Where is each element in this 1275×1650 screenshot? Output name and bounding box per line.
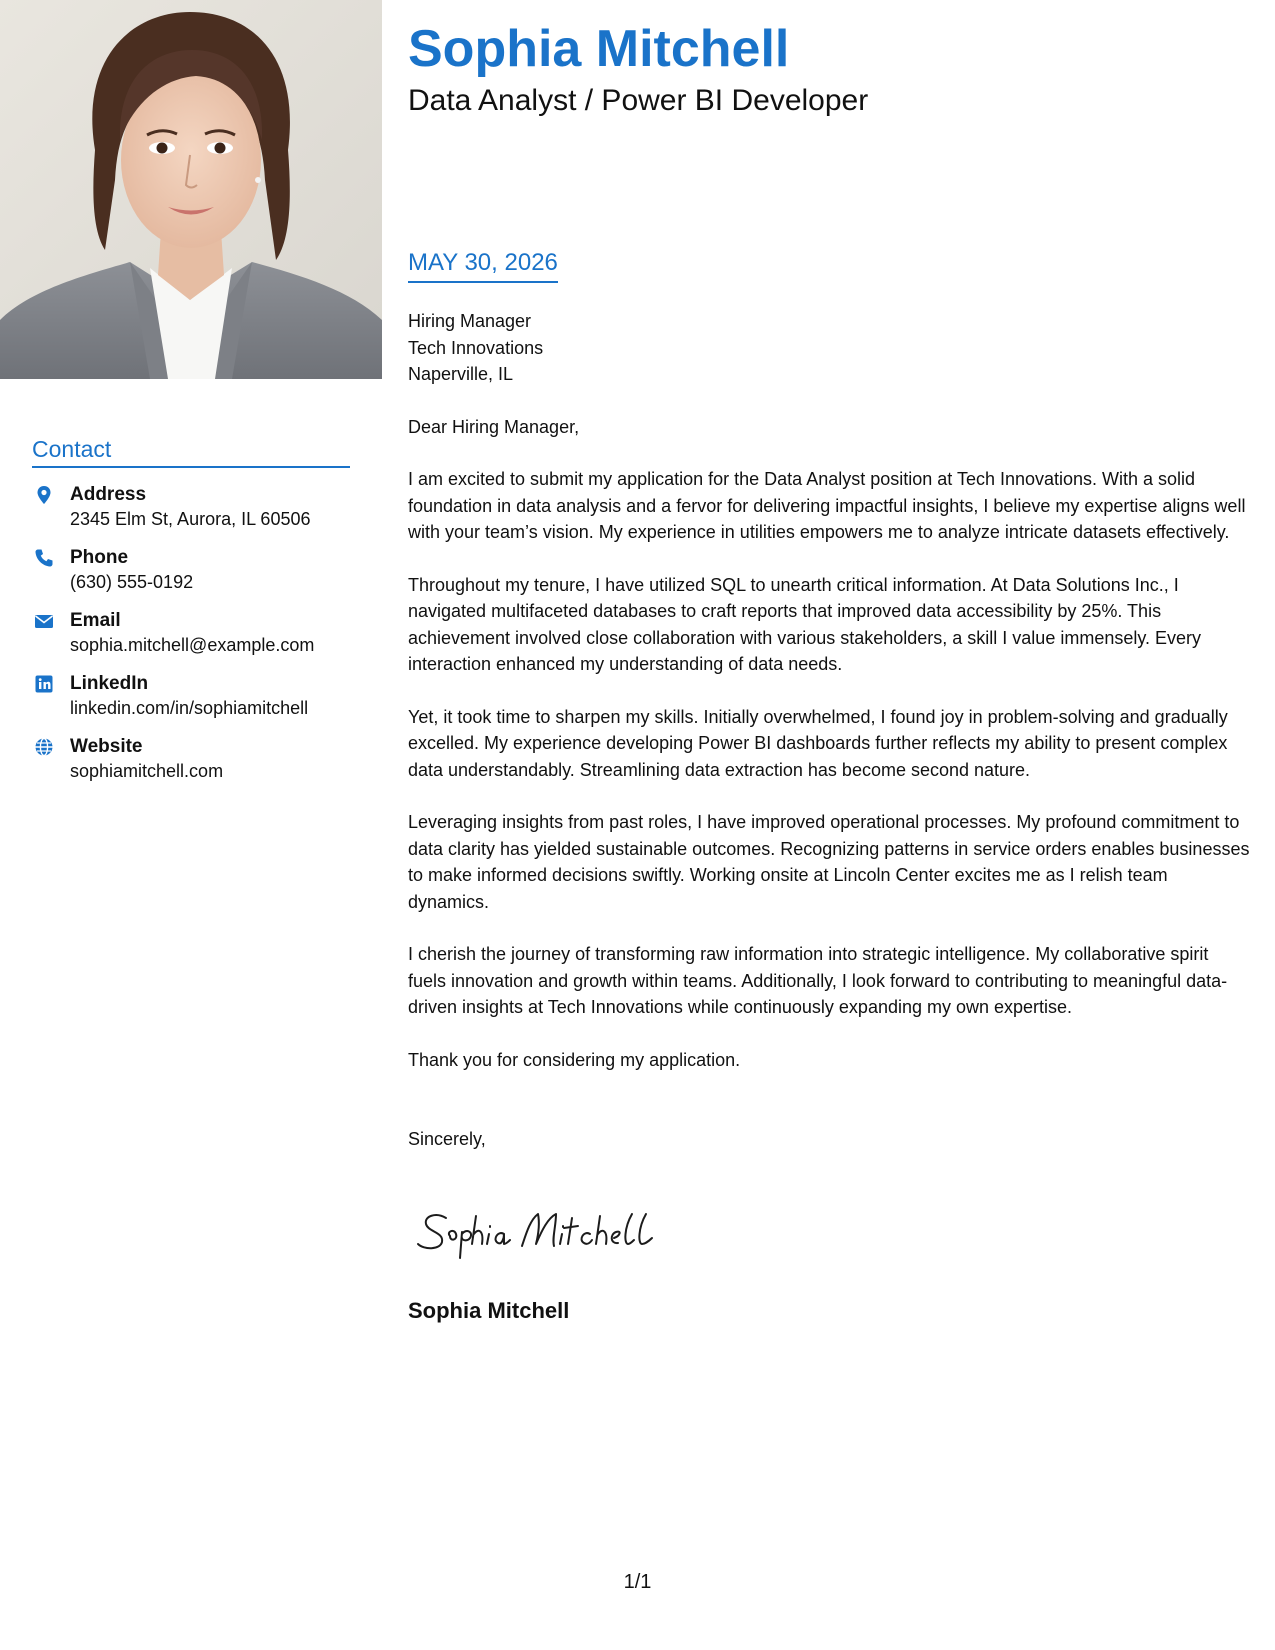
contact-label: Email <box>70 610 121 631</box>
profile-photo <box>0 0 382 379</box>
contact-heading: Contact <box>32 436 350 468</box>
handwritten-signature <box>414 1204 674 1264</box>
linkedin-icon <box>34 674 54 694</box>
contact-item-website <box>32 736 372 799</box>
contact-item-address <box>32 484 372 547</box>
contact-label: Phone <box>70 547 129 568</box>
salutation: Dear Hiring Manager, <box>408 416 580 437</box>
signer-name: Sophia Mitchell <box>408 1298 570 1323</box>
letter-paragraph: Leveraging insights from past roles, I have improved operational processes. My profound commitment to data clarity has yielded sustainable outcomes. Recognizing patterns in service orders enables businesses to make informed decisions swiftly. Working onsite at Lincoln Center excites me as I relish team dynamics. <box>408 812 1250 912</box>
letter-paragraph: Yet, it took time to sharpen my skills. Initially overwhelmed, I found joy in problem-solving and gradually excelled. My experience developing Power BI dashboards further reflects my ability to present complex data understandably. Streamlining data extraction has become second nature. <box>408 706 1228 780</box>
contact-value-address: 2345 Elm St, Aurora, IL 60506 <box>70 509 311 529</box>
letter-paragraph: I cherish the journey of transforming raw information into strategic intelligence. My collaborative spirit fuels innovation and growth within teams. Additionally, I look forward to contributing to meaningful data-driven insights at Tech Innovations while continuously expanding my own expertise. <box>408 944 1228 1017</box>
contact-value-linkedin: linkedin.com/in/sophiamitchell <box>70 698 309 718</box>
phone-icon <box>34 548 54 568</box>
map-pin-icon <box>34 485 54 505</box>
contact-value-website: sophiamitchell.com <box>70 761 224 781</box>
recipient-line: Hiring Manager <box>408 311 532 331</box>
contact-value-phone: (630) 555-0192 <box>70 572 194 592</box>
contact-item-email <box>32 610 372 673</box>
globe-icon <box>34 737 54 757</box>
contact-value-email: sophia.mitchell@example.com <box>70 635 315 655</box>
contact-list <box>32 484 372 799</box>
letter-date: MAY 30, 2026 <box>408 249 558 283</box>
recipient-line: Tech Innovations <box>408 337 544 358</box>
applicant-name: Sophia Mitchell <box>408 20 790 78</box>
letter-body <box>408 308 1250 1153</box>
contact-label: LinkedIn <box>70 673 149 694</box>
envelope-icon <box>34 611 54 631</box>
contact-label: Website <box>70 736 143 757</box>
closing: Sincerely, <box>408 1129 486 1149</box>
letter-paragraph: I am excited to submit my application for the Data Analyst position at Tech Innovations. With a solid foundation in data analysis and a fervor for delivering impactful insights, I believe my expertise aligns well with your team’s vision. My experience in utilities empowers me to analyze intricate datasets effectively. <box>408 469 1246 542</box>
page-number: 1/1 <box>623 1571 652 1593</box>
letter-paragraph: Thank you for considering my application. <box>408 1049 741 1070</box>
letter-paragraph: Throughout my tenure, I have utilized SQL to unearth critical information. At Data Solutions Inc., I navigated multifaceted databases to craft reports that improved data accessibility by 25%. This achievement involved close collaboration with various stakeholders, a skill I value immensely. Every interaction enhanced my understanding of data needs. <box>408 574 1202 674</box>
job-title: Data Analyst / Power BI Developer <box>408 84 869 117</box>
contact-label: Address <box>70 484 147 505</box>
contact-item-linkedin <box>32 673 372 736</box>
recipient-line: Naperville, IL <box>408 364 514 384</box>
recipient-block <box>408 308 1250 388</box>
contact-item-phone <box>32 547 372 610</box>
